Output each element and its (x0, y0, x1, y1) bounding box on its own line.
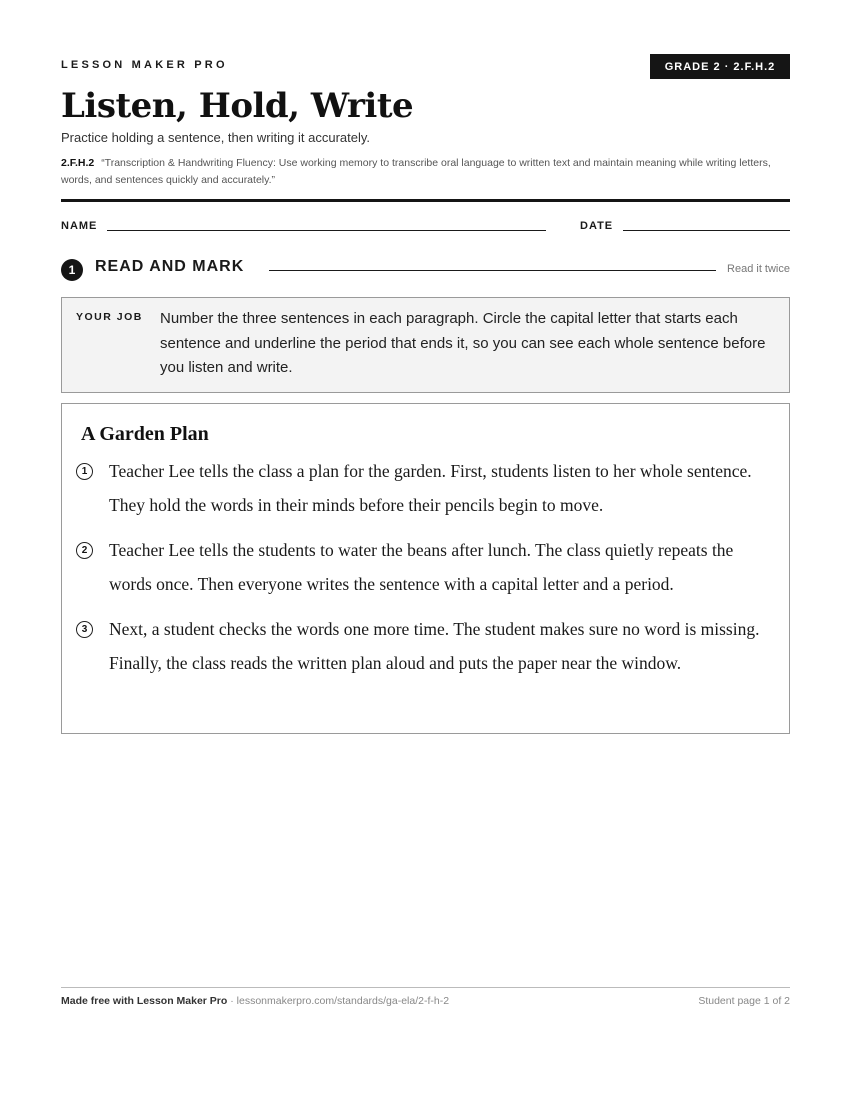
standard-description (61, 155, 790, 189)
name-line[interactable] (107, 230, 546, 231)
page-title: Listen, Hold, Write (61, 86, 414, 126)
section-divider (269, 270, 716, 271)
footer-credit (61, 995, 449, 1007)
job-label: YOUR JOB (76, 311, 143, 323)
footer-divider (61, 987, 790, 988)
grade-badge: GRADE 2 · 2.F.H.2 (650, 54, 790, 79)
standard-code: 2.F.H.2 (61, 157, 95, 169)
name-label: NAME (61, 220, 98, 232)
date-line[interactable] (623, 230, 790, 231)
paragraph-number: 2 (76, 542, 93, 559)
passage-box (61, 403, 790, 734)
footer-url[interactable]: · lessonmakerpro.com/standards/ga-ela/2-f-h-2 (227, 995, 450, 1007)
section-title: READ AND MARK (95, 258, 245, 275)
job-instructions-box (61, 297, 790, 393)
brand-name: LESSON MAKER PRO (61, 59, 228, 71)
worksheet-page (61, 0, 790, 1100)
header-divider (61, 199, 790, 202)
paragraph-text: Teacher Lee tells the students to water the beans after lunch. The class quietly repeats the words once. Then everyone writes the sentence with a capital letter and a period. (109, 540, 734, 594)
page-subtitle: Practice holding a sentence, then writing it accurately. (61, 130, 371, 145)
passage-title: A Garden Plan (81, 423, 209, 445)
job-text: Number the three sentences in each paragraph. Circle the capital letter that starts each sentence and underline the period that ends it, so you can see each whole sentence before you listen and write. (160, 310, 766, 376)
footer-page-number: Student page 1 of 2 (698, 995, 790, 1007)
section-number-badge: 1 (61, 259, 83, 281)
standard-text: “Transcription & Handwriting Fluency: Use working memory to transcribe oral language to written text and maintain meaning while writing letters, words, and sentences quickly and accurately.” (61, 157, 771, 186)
footer-brand: Made free with Lesson Maker Pro (61, 995, 228, 1007)
paragraph-text: Next, a student checks the words one more time. The student makes sure no word is missing. Finally, the class reads the written plan aloud and puts the paper near the window. (109, 619, 760, 673)
date-label: DATE (580, 220, 614, 232)
paragraph-number: 1 (76, 463, 93, 480)
paragraph-number: 3 (76, 621, 93, 638)
section-note: Read it twice (727, 263, 790, 275)
paragraph-text: Teacher Lee tells the class a plan for the garden. First, students listen to her whole sentence. They hold the words in their minds before their pencils begin to move. (109, 461, 752, 515)
